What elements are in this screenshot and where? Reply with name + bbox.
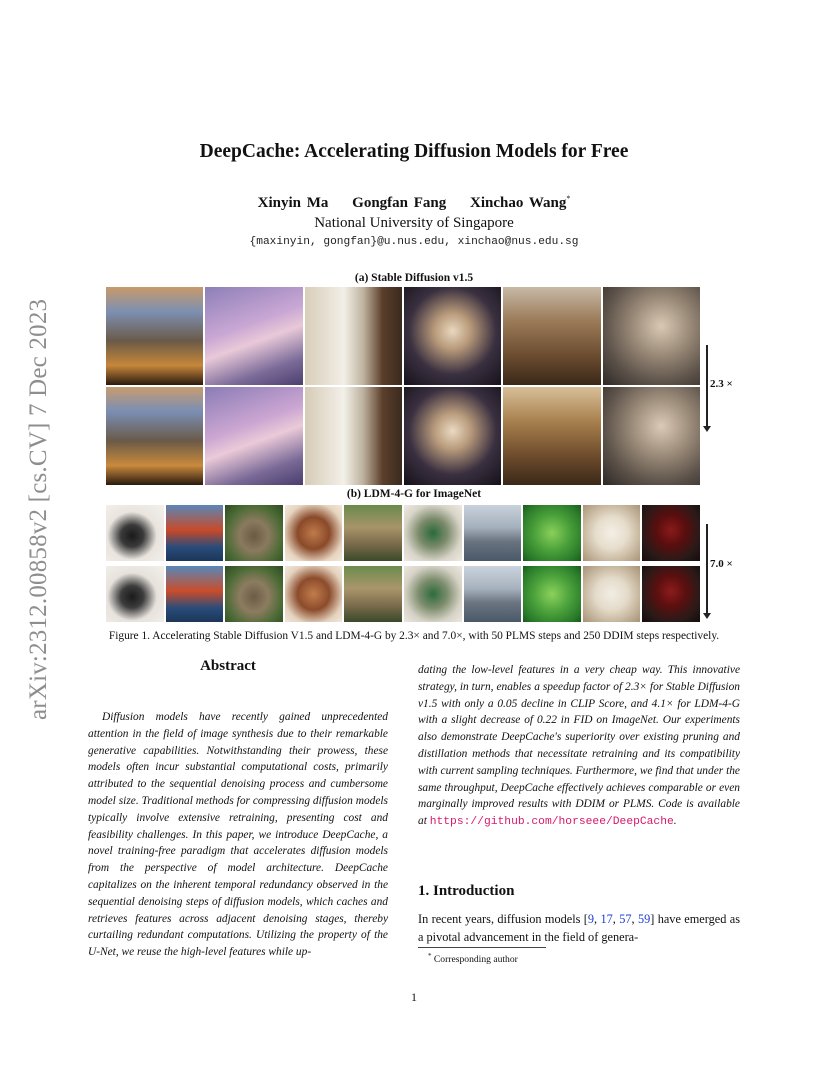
figure-panel-a-label: (a) Stable Diffusion v1.5 xyxy=(354,272,474,284)
polar-bear-image xyxy=(583,505,641,561)
medieval-town-image xyxy=(503,287,600,385)
speedup-arrow-sd xyxy=(706,345,708,427)
paper-title: DeepCache: Accelerating Diffusion Models for Free xyxy=(199,141,629,162)
figure-panel-b-label: (b) LDM-4-G for ImageNet xyxy=(346,488,482,500)
speedup-arrow-ldm xyxy=(706,524,708,614)
oil-rig-image xyxy=(166,505,224,561)
arxiv-stamp-text: arXiv:2312.00858v2 [cs.CV] 7 Dec 2023 xyxy=(25,298,52,720)
dog-image xyxy=(285,566,343,622)
astronaut-image xyxy=(404,387,501,485)
author-name: Xinchao Wang* xyxy=(470,194,571,211)
polar-bear-image xyxy=(583,566,641,622)
green-leaves-image xyxy=(523,566,581,622)
introduction-text: In recent years, diffusion models [9, 17, 57, 59] have emerged as a pivotal advancement in the field of genera- xyxy=(418,912,740,944)
living-room-image xyxy=(305,287,402,385)
footnote-divider xyxy=(418,947,546,948)
sd-deepcache-image-row xyxy=(106,387,700,485)
green-leaves-image xyxy=(523,505,581,561)
ldm-deepcache-image-row xyxy=(106,566,700,622)
speedup-label-ldm: 7.0 × xyxy=(710,558,733,570)
snowy-mountain-image xyxy=(205,287,302,385)
cat-closeup-image xyxy=(603,387,700,485)
authors-line xyxy=(0,194,828,212)
hedgehog-image xyxy=(225,505,283,561)
dog-image xyxy=(285,505,343,561)
citation-link[interactable]: 57 xyxy=(619,912,632,926)
introduction-heading: 1. Introduction xyxy=(418,883,515,899)
citation-link[interactable]: 17 xyxy=(600,912,613,926)
footnote-mark: * xyxy=(428,952,432,960)
affiliation: National University of Singapore xyxy=(314,215,514,231)
abstract-text-left: Diffusion models have recently gained unprecedented attention in the field of image synthesis due to their remarkable generative capabilities. Notwithstanding their prowess, these models often incur substantial computational costs, primarily attributed to the sequential denoising process and cumbersome model size. Traditional methods for compressing diffusion models typically involve extensive retraining, presenting cost and feasibility challenges. In this paper, we introduce DeepCache, a novel training-free paradigm that accelerates diffusion models from the perspective of model architecture. DeepCache capitalizes on the inherent temporal redundancy observed in the sequential denoising steps of diffusion models, which caches and retrieves features across adjacent denoising stages, thereby curtailing redundant computations. Utilizing the property of the U-Net, we reuse the high-level features while up- xyxy=(88,711,388,959)
citation-link[interactable]: 9 xyxy=(587,912,595,926)
abstract-text-right: dating the low-level features in a very cheap way. This innovative strategy, in turn, enables a speedup factor of 2.3× for Stable Diffusion v1.5 with only a 0.05 decline in CLIP Score, and 4.1× for LDM-4-G with a slight decrease of 0.22 in FID on ImageNet. Our experiments also demonstrate DeepCache's superiority over existing pruning and distillation methods that necessitate retraining and its compatibility with current sampling techniques. Furthermore, we find that under the same throughput, DeepCache effectively achieves comparable or even marginally improved results with DDIM or PLMS. Code is available at https://github.com/horseee/DeepCache. xyxy=(418,664,740,829)
beetle-image xyxy=(404,505,462,561)
code-repository-link[interactable]: https://github.com/horseee/DeepCache xyxy=(429,816,674,829)
author-name: Xinyin Ma xyxy=(257,195,329,211)
city-street-image xyxy=(106,287,203,385)
penguin-image xyxy=(106,505,164,561)
sd-original-image-row xyxy=(106,287,700,385)
arxiv-stamp xyxy=(24,290,54,750)
wine-glass-image xyxy=(642,505,700,561)
city-street-image xyxy=(106,387,203,485)
author-name: Gongfan Fang xyxy=(352,195,447,211)
snowy-mountain-image xyxy=(205,387,302,485)
meerkat-image xyxy=(344,505,402,561)
bridge-image xyxy=(464,566,522,622)
astronaut-image xyxy=(404,287,501,385)
citation-link[interactable]: 59 xyxy=(637,912,651,926)
beetle-image xyxy=(404,566,462,622)
wine-glass-image xyxy=(642,566,700,622)
cat-closeup-image xyxy=(603,287,700,385)
footnote: * Corresponding author xyxy=(428,952,518,966)
bridge-image xyxy=(464,505,522,561)
corresponding-author-mark: * xyxy=(566,194,571,203)
hedgehog-image xyxy=(225,566,283,622)
author-emails: {maxinyin, gongfan}@u.nus.edu, xinchao@nus.edu.sg xyxy=(249,236,579,248)
abstract-heading: Abstract xyxy=(200,658,256,674)
medieval-town-image xyxy=(503,387,600,485)
living-room-image xyxy=(305,387,402,485)
page-number: 1 xyxy=(411,990,417,1004)
oil-rig-image xyxy=(166,566,224,622)
figure-caption: Figure 1. Accelerating Stable Diffusion V1.5 and LDM-4-G by 2.3× and 7.0×, with 50 PLMS steps and 250 DDIM steps respectively. xyxy=(108,630,720,642)
ldm-original-image-row xyxy=(106,505,700,561)
speedup-label-sd: 2.3 × xyxy=(710,378,733,390)
penguin-image xyxy=(106,566,164,622)
meerkat-image xyxy=(344,566,402,622)
